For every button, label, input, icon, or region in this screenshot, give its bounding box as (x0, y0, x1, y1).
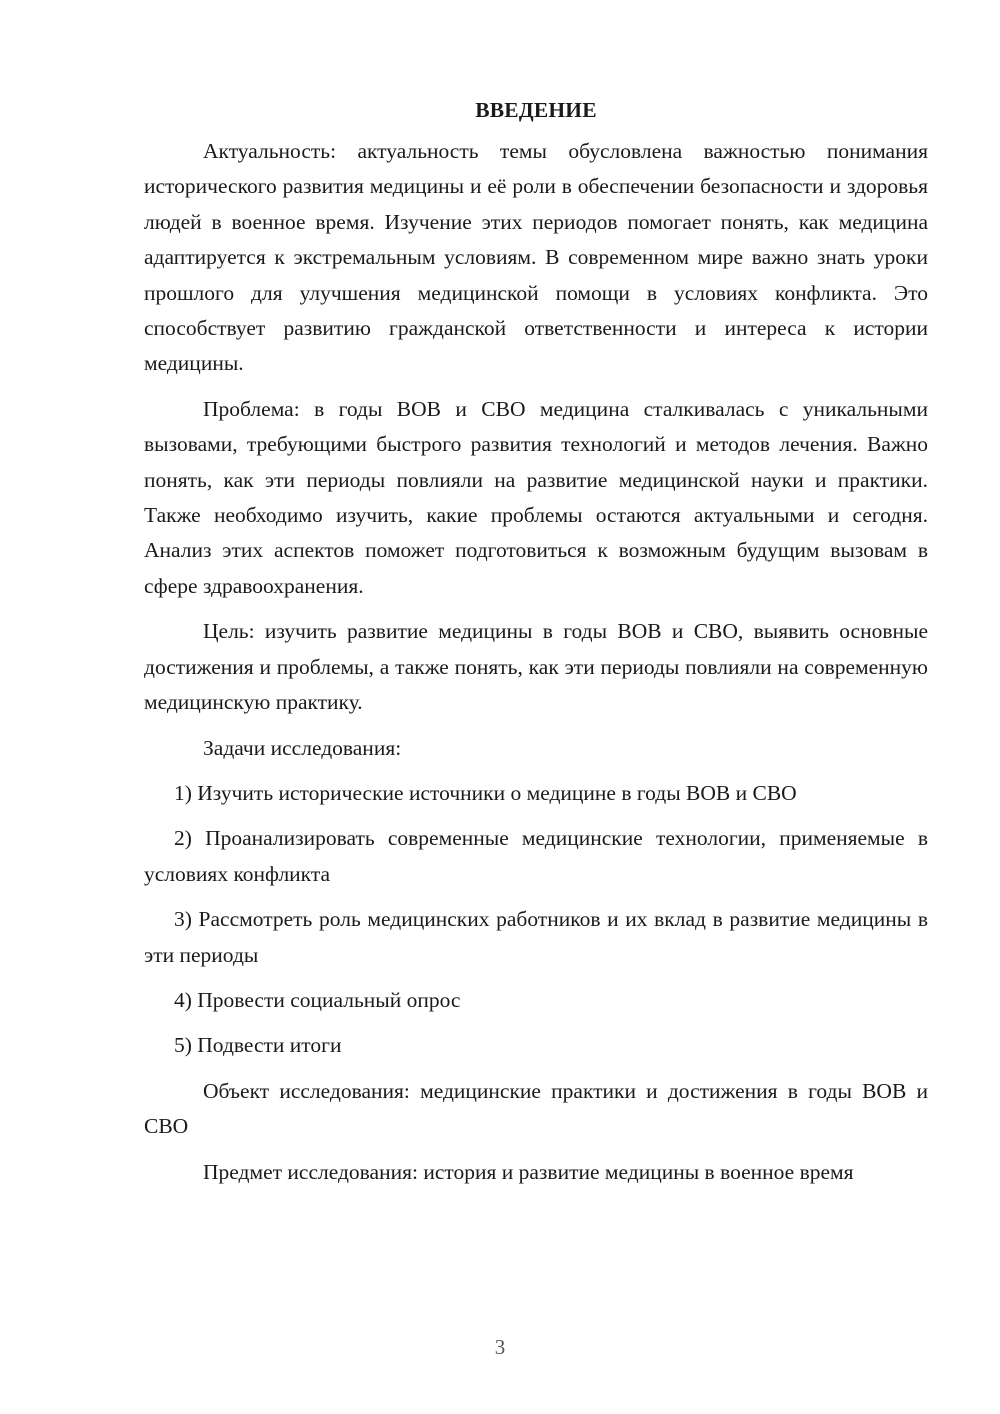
page-number: 3 (494, 1335, 506, 1359)
tasks-heading: Задачи исследования: (203, 735, 402, 760)
list-item: 4) Провести социальный опрос (174, 987, 461, 1012)
relevance-paragraph: Актуальность: актуальность темы обусловлена важностью понимания исторического развития медицины и её роли в обеспечении безопасности и здоровья людей в военное время. Изучение этих периодов помогает понять, как медицина адаптируется к экстремальным условиям. В современном мире важно знать уроки прошлого для улучшения медицинской помощи в условиях конфликта. Это способствует развитию гражданской ответственности и интереса к истории медицины. (144, 139, 928, 376)
list-item: 3) Рассмотреть роль медицинских работников и их вклад в развитие медицины в эти периоды (144, 907, 928, 967)
subject-paragraph: Предмет исследования: история и развитие медицины в военное время (203, 1159, 854, 1184)
problem-paragraph: Проблема: в годы ВОВ и СВО медицина сталкивалась с уникальными вызовами, требующими быстрого развития технологий и методов лечения. Важно понять, как эти периоды повлияли на развитие медицинской науки и практики. Также необходимо изучить, какие проблемы остаются актуальными и сегодня. Анализ этих аспектов поможет подготовиться к возможным будущим вызовам в сфере здравоохранения. (144, 396, 928, 598)
tasks-list (144, 776, 928, 1064)
object-paragraph: Объект исследования: медицинские практики и достижения в годы ВОВ и СВО (144, 1078, 928, 1139)
goal-paragraph: Цель: изучить развитие медицины в годы ВОВ и СВО, выявить основные достижения и проблемы, а также понять, как эти периоды повлияли на современную медицинскую практику. (144, 619, 928, 715)
list-item: 1) Изучить исторические источники о медицине в годы ВОВ и СВО (174, 780, 797, 805)
page-content (144, 93, 928, 1190)
page-heading: ВВЕДЕНИЕ (475, 98, 597, 122)
list-item: 2) Проанализировать современные медицинские технологии, применяемые в условиях конфликта (144, 826, 928, 886)
list-item: 5) Подвести итоги (174, 1033, 342, 1058)
